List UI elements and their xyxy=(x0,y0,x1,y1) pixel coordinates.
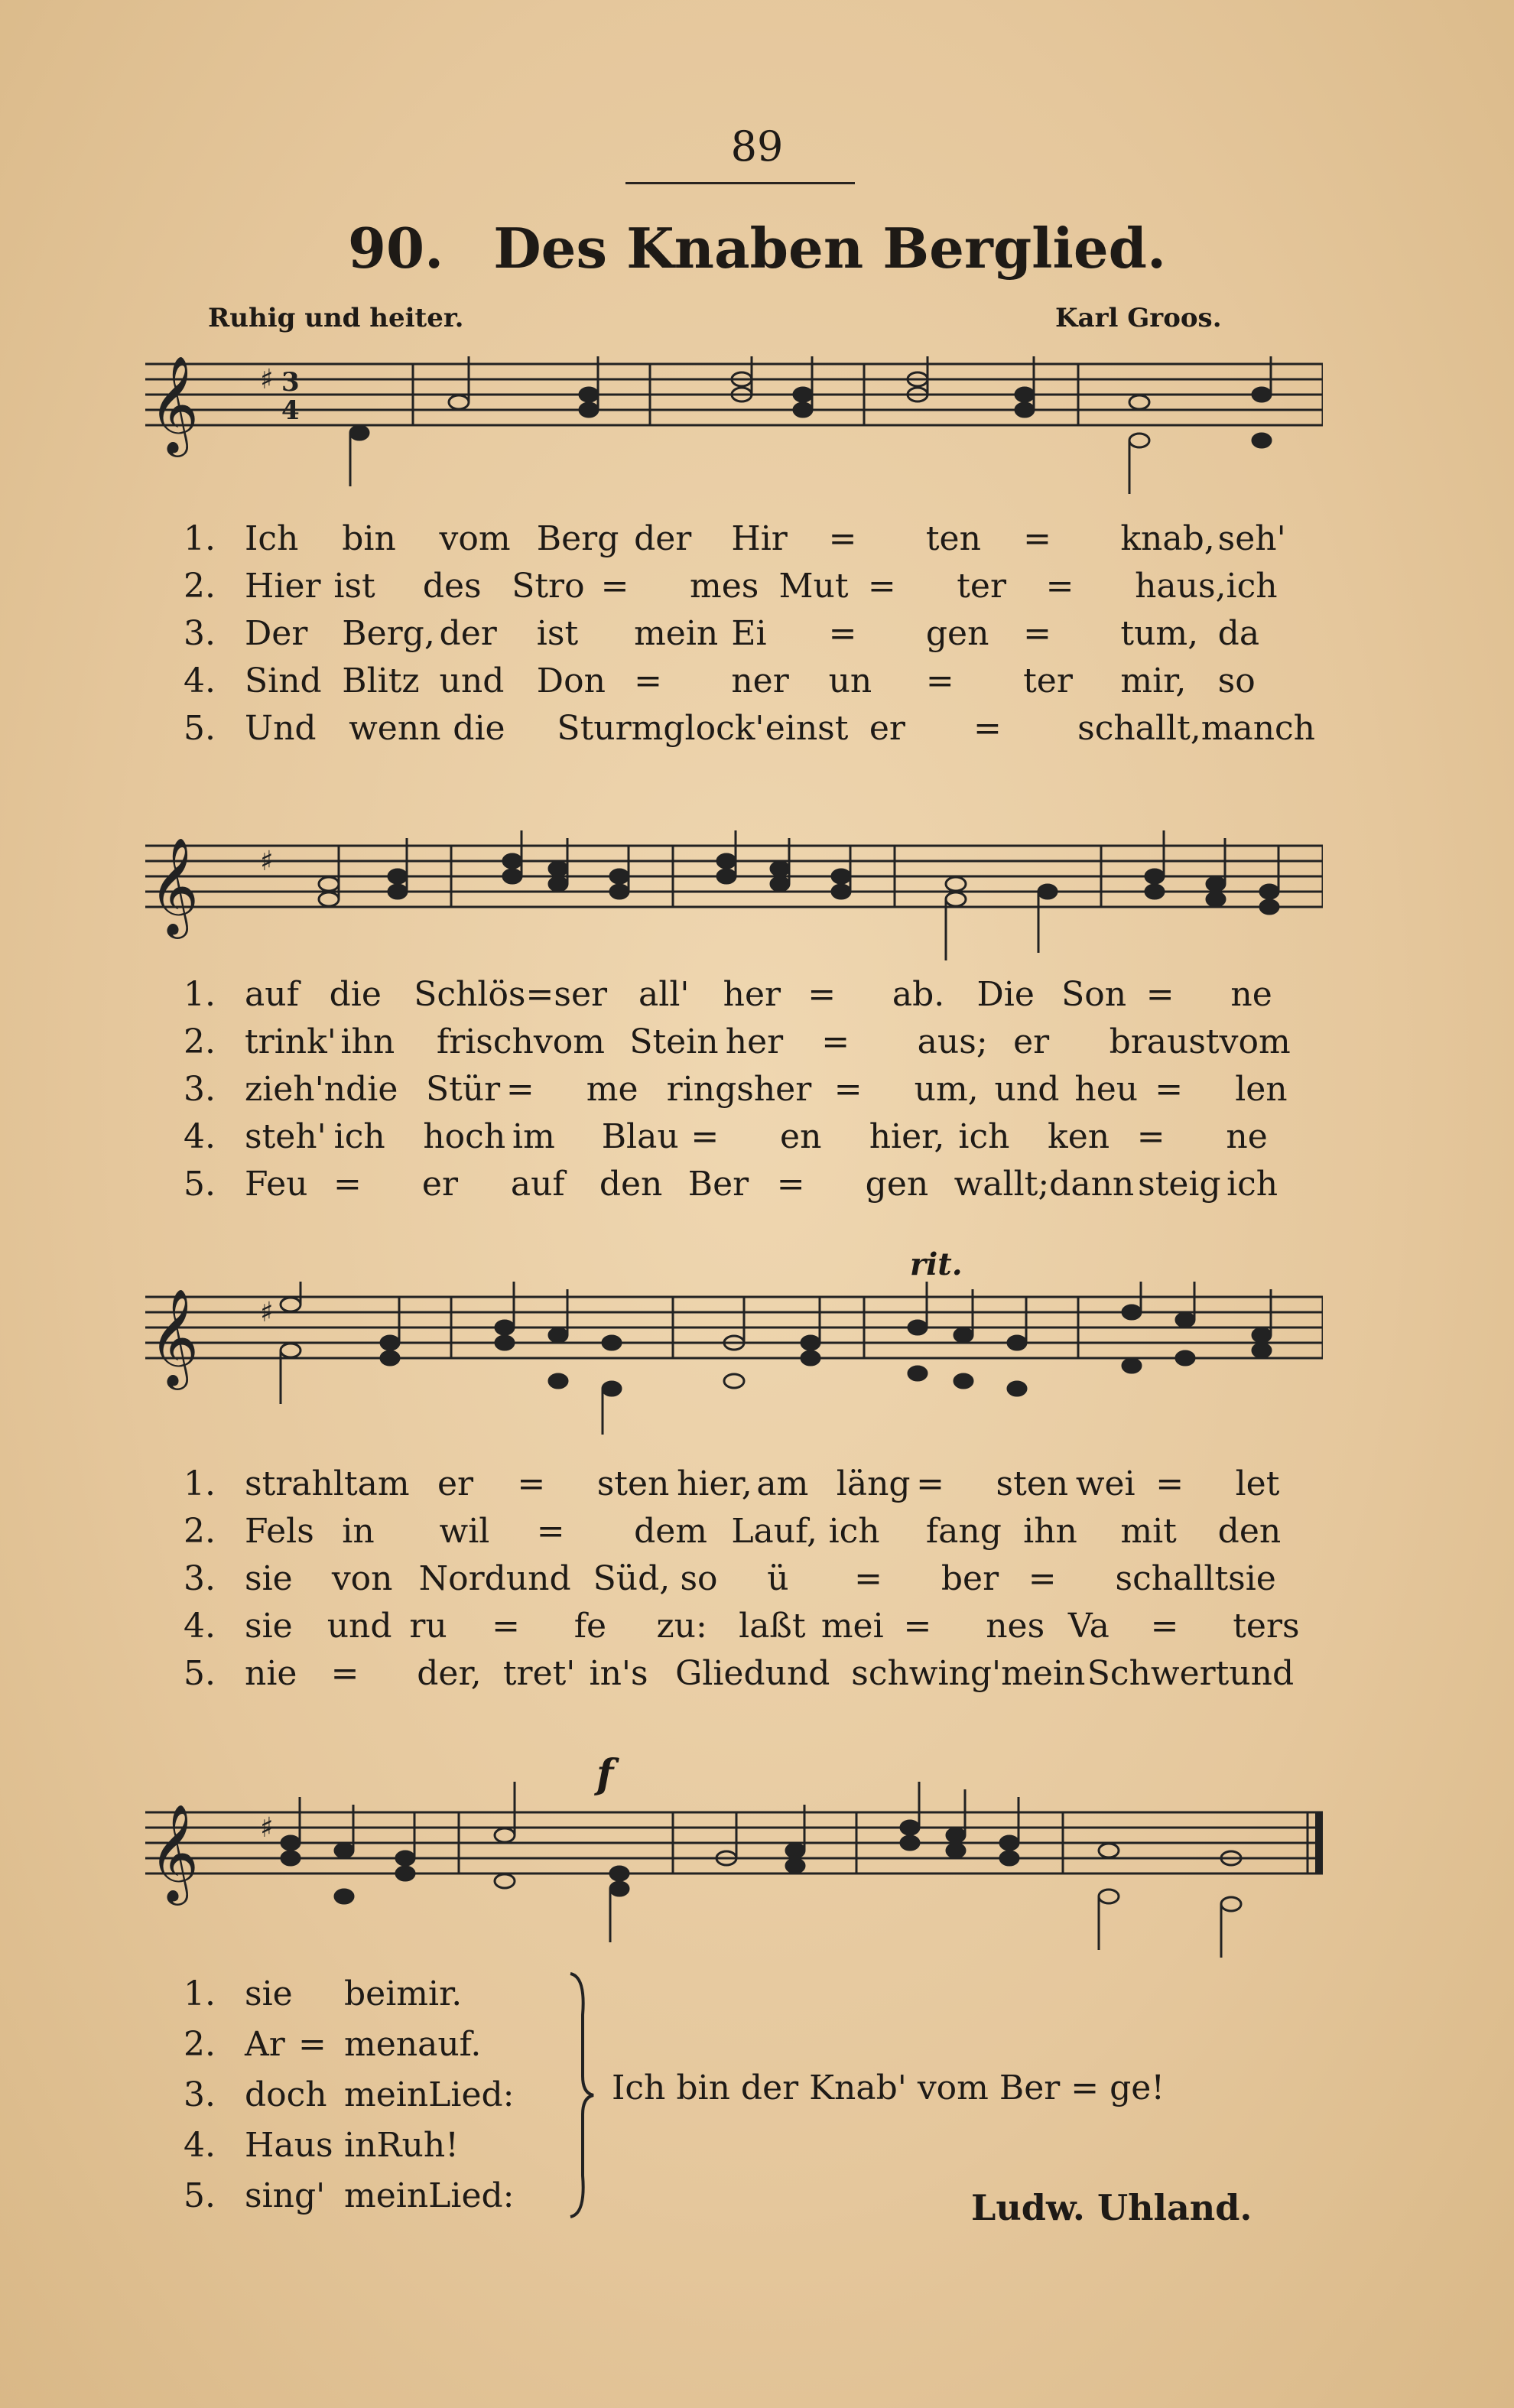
lyric-syllable: 5. xyxy=(184,709,216,748)
lyric-syllable: tret' xyxy=(502,1654,576,1693)
final-syllable: men xyxy=(344,2025,418,2064)
lyric-syllable: heu xyxy=(1074,1070,1139,1109)
final-syllable: Haus xyxy=(245,2126,333,2165)
lyric-syllable: 2. xyxy=(184,1022,216,1061)
lyric-syllable: = xyxy=(1136,1117,1165,1156)
lyric-syllable: am xyxy=(756,1464,809,1503)
lyric-syllable: schallt xyxy=(1115,1559,1229,1598)
lyric-syllable: bin xyxy=(342,519,396,558)
lyric-syllable: ist xyxy=(536,614,579,653)
verse-line xyxy=(184,1555,1315,1603)
verse-line xyxy=(184,515,1315,563)
lyric-syllable: mit xyxy=(1120,1512,1177,1551)
final-line xyxy=(184,2020,515,2070)
lyric-syllable: mein xyxy=(1001,1654,1086,1693)
song-number: 90. xyxy=(347,216,444,281)
lyric-syllable: hier, xyxy=(869,1117,945,1156)
verse-line xyxy=(184,705,1315,752)
lyric-syllable: mei xyxy=(820,1607,884,1646)
lyric-syllable: 3. xyxy=(184,614,216,653)
lyric-syllable: = xyxy=(776,1165,805,1204)
lyric-syllable: Und xyxy=(245,709,317,748)
lyric-syllable: wil xyxy=(439,1512,490,1551)
lyric-syllable: ü xyxy=(767,1559,789,1598)
final-syllable: 5. xyxy=(184,2176,216,2215)
lyric-syllable: am xyxy=(357,1464,410,1503)
lyric-syllable: so xyxy=(1217,661,1256,700)
lyric-syllable: = xyxy=(916,1464,945,1503)
lyric-syllable: Ei xyxy=(731,614,767,653)
lyric-syllable: zieh'n xyxy=(245,1070,346,1109)
verse-line xyxy=(184,658,1315,705)
verse-line xyxy=(184,1650,1315,1698)
lyric-syllable: let xyxy=(1235,1464,1280,1503)
lyric-syllable: Sind xyxy=(245,661,322,700)
svg-text:♯: ♯ xyxy=(260,364,274,395)
staff-4-notation xyxy=(145,1782,1323,1965)
final-syllable: in xyxy=(344,2126,377,2165)
final-syllable: 2. xyxy=(184,2025,216,2064)
lyric-syllable: un xyxy=(828,661,872,700)
svg-text:𝄞: 𝄞 xyxy=(149,1288,200,1386)
lyric-syllable: er xyxy=(421,1165,458,1204)
lyric-syllable: ber xyxy=(941,1559,999,1598)
lyrics-block-2 xyxy=(184,971,1315,1208)
lyric-syllable: = xyxy=(925,661,954,700)
verse-line xyxy=(184,1161,1315,1208)
lyric-syllable: vom xyxy=(533,1022,605,1061)
lyric-syllable: und xyxy=(505,1559,571,1598)
final-syllable: auf. xyxy=(417,2025,482,2064)
final-syllable: mein xyxy=(344,2075,429,2114)
lyric-syllable: die xyxy=(453,709,505,748)
lyric-syllable: vom xyxy=(439,519,511,558)
lyric-syllable: Hir xyxy=(731,519,788,558)
lyric-syllable: ne xyxy=(1230,975,1272,1014)
lyric-syllable: auf xyxy=(510,1165,565,1204)
lyric-syllable: einst xyxy=(765,709,849,748)
music-staff-4 xyxy=(145,1782,1323,1904)
lyric-syllable: ich xyxy=(1226,567,1278,606)
lyric-syllable: der xyxy=(634,519,692,558)
staff-2-notation xyxy=(145,830,1323,983)
lyric-syllable: ihn xyxy=(340,1022,395,1061)
song-title-text: Des Knaben Berglied. xyxy=(493,216,1167,281)
lyric-syllable: = xyxy=(333,1165,362,1204)
lyric-syllable: wei xyxy=(1075,1464,1136,1503)
lyric-syllable: steig xyxy=(1138,1165,1221,1204)
lyric-syllable: ner xyxy=(731,661,789,700)
lyric-syllable: = xyxy=(807,975,837,1014)
lyric-syllable: Don xyxy=(536,661,606,700)
lyrics-block-1 xyxy=(184,515,1315,752)
lyric-syllable: sie xyxy=(245,1607,293,1646)
lyric-syllable: = xyxy=(1023,614,1051,653)
lyric-syllable: = xyxy=(1155,1464,1184,1503)
verse-line xyxy=(184,563,1315,610)
verse-line xyxy=(184,1461,1315,1508)
lyric-syllable: rings xyxy=(666,1070,754,1109)
lyric-syllable: ter xyxy=(957,567,1007,606)
lyric-syllable: ne xyxy=(1226,1117,1268,1156)
lyric-syllable: 4. xyxy=(184,1117,216,1156)
final-syllable: sing' xyxy=(245,2176,326,2215)
lyric-syllable: = xyxy=(833,1070,863,1109)
lyric-syllable: Stür xyxy=(425,1070,501,1109)
lyric-syllable: da xyxy=(1217,614,1260,653)
lyric-syllable: ken xyxy=(1048,1117,1110,1156)
lyric-syllable: Nord xyxy=(418,1559,506,1598)
final-syllable: Lied: xyxy=(428,2176,515,2215)
lyric-syllable: her xyxy=(723,975,781,1014)
lyric-syllable: strahlt xyxy=(245,1464,358,1503)
lyric-syllable: er xyxy=(869,709,905,748)
lyric-syllable: Der xyxy=(245,614,308,653)
refrain: Ich bin der Knab' vom Ber = ge! xyxy=(612,2068,1165,2107)
verse-line xyxy=(184,1019,1315,1066)
lyric-syllable: Schlös= xyxy=(414,975,554,1014)
lyric-syllable: steh' xyxy=(245,1117,327,1156)
final-syllable: 1. xyxy=(184,1974,216,2013)
lyrics-block-3 xyxy=(184,1461,1315,1698)
lyric-syllable: Feu xyxy=(245,1165,308,1204)
lyric-syllable: = xyxy=(828,519,857,558)
lyric-syllable: Ber xyxy=(687,1165,749,1204)
lyric-syllable: Stein xyxy=(629,1022,719,1061)
lyric-syllable: trink' xyxy=(245,1022,336,1061)
lyric-syllable: 5. xyxy=(184,1654,216,1693)
lyric-syllable: = xyxy=(903,1607,932,1646)
final-syllable: sie xyxy=(245,1974,293,2013)
lyric-syllable: aus; xyxy=(917,1022,988,1061)
lyric-syllable: ich xyxy=(333,1117,385,1156)
page-number-rule xyxy=(625,182,855,184)
final-syllable: bei xyxy=(344,1974,397,2013)
lyric-syllable: läng xyxy=(836,1464,911,1503)
staff-3-notation xyxy=(145,1282,1323,1442)
lyric-syllable: hoch xyxy=(423,1117,506,1156)
lyric-syllable: = xyxy=(867,567,896,606)
verse-line xyxy=(184,1603,1315,1650)
final-syllable: Ar xyxy=(245,2025,285,2064)
lyric-syllable: ter xyxy=(1023,661,1073,700)
svg-text:4: 4 xyxy=(281,395,300,426)
lyric-syllable: ru xyxy=(409,1607,447,1646)
lyric-syllable: sten xyxy=(996,1464,1069,1503)
lyric-syllable: sie xyxy=(1228,1559,1276,1598)
lyric-syllable: en xyxy=(780,1117,822,1156)
lyric-syllable: schwing' xyxy=(851,1654,1002,1693)
verse-line xyxy=(184,971,1315,1019)
lyric-syllable: sten xyxy=(596,1464,670,1503)
lyric-syllable: 3. xyxy=(184,1559,216,1598)
lyric-syllable: = xyxy=(536,1512,565,1551)
lyric-syllable: Schwert xyxy=(1087,1654,1230,1693)
lyric-syllable: 5. xyxy=(184,1165,216,1204)
lyric-syllable: Lauf, xyxy=(731,1512,817,1551)
lyric-syllable: gen xyxy=(925,614,989,653)
final-syllable: Ruh! xyxy=(376,2126,459,2165)
lyric-syllable: 1. xyxy=(184,519,216,558)
final-syllable: mein xyxy=(344,2176,429,2215)
page-number: 89 xyxy=(730,122,784,171)
lyric-syllable: Hier xyxy=(245,567,321,606)
lyric-syllable: in's xyxy=(589,1654,648,1693)
lyric-syllable: zu: xyxy=(656,1607,707,1646)
lyric-syllable: = xyxy=(1028,1559,1057,1598)
lyric-syllable: = xyxy=(492,1607,520,1646)
lyric-syllable: manch xyxy=(1200,709,1316,748)
lyric-syllable: = xyxy=(1023,519,1051,558)
lyric-syllable: = xyxy=(634,661,662,700)
lyric-syllable: fe xyxy=(573,1607,607,1646)
staff-1-notation xyxy=(145,356,1323,509)
lyric-syllable: Süd, xyxy=(593,1559,671,1598)
lyric-syllable: Blau xyxy=(601,1117,679,1156)
svg-text:♯: ♯ xyxy=(260,846,274,877)
lyric-syllable: = xyxy=(690,1117,720,1156)
lyric-syllable: = xyxy=(1145,975,1174,1014)
lyric-syllable: = xyxy=(517,1464,546,1503)
song-title xyxy=(0,216,1514,281)
lyric-syllable: fang xyxy=(925,1512,1002,1551)
lyric-syllable: mes xyxy=(690,567,759,606)
lyric-syllable: auf xyxy=(245,975,299,1014)
lyric-syllable: = xyxy=(600,567,629,606)
final-line xyxy=(184,2171,515,2221)
lyric-syllable: Blitz xyxy=(342,661,420,700)
lyric-syllable: dann xyxy=(1049,1165,1135,1204)
lyric-syllable: wenn xyxy=(349,709,441,748)
final-line xyxy=(184,1969,515,2020)
lyric-syllable: den xyxy=(1217,1512,1282,1551)
lyric-syllable: all' xyxy=(638,975,690,1014)
lyric-syllable: mein xyxy=(634,614,719,653)
lyric-syllable: = xyxy=(1150,1607,1179,1646)
lyric-syllable: ten xyxy=(925,519,981,558)
ritardando-marking: rit. xyxy=(910,1246,963,1282)
lyric-syllable: Va xyxy=(1067,1607,1110,1646)
svg-text:3: 3 xyxy=(281,367,300,398)
lyric-syllable: und xyxy=(439,661,505,700)
svg-text:𝄞: 𝄞 xyxy=(149,837,200,934)
lyric-syllable: nie xyxy=(245,1654,297,1693)
lyric-syllable: ab. xyxy=(892,975,945,1014)
lyric-syllable: Son xyxy=(1061,975,1127,1014)
lyric-syllable: len xyxy=(1235,1070,1288,1109)
lyric-syllable: und xyxy=(765,1654,830,1693)
lyric-syllable: des xyxy=(422,567,482,606)
final-verses xyxy=(184,1969,1330,2221)
final-syllable: = xyxy=(298,2025,327,2064)
lyric-syllable: und xyxy=(327,1607,392,1646)
final-line xyxy=(184,2070,515,2120)
lyric-syllable: Berg, xyxy=(342,614,435,653)
lyric-syllable: ihn xyxy=(1023,1512,1077,1551)
lyric-syllable: 4. xyxy=(184,661,216,700)
lyric-syllable: me xyxy=(586,1070,638,1109)
lyric-syllable: 4. xyxy=(184,1607,216,1646)
lyric-syllable: der, xyxy=(417,1654,482,1693)
music-staff-1 xyxy=(145,356,1323,479)
lyric-syllable: her xyxy=(725,1022,784,1061)
verse-line xyxy=(184,1113,1315,1161)
svg-text:𝄞: 𝄞 xyxy=(149,356,200,453)
lyric-syllable: vom xyxy=(1219,1022,1291,1061)
lyric-syllable: seh' xyxy=(1217,519,1286,558)
tempo-marking: Ruhig und heiter. xyxy=(208,303,464,333)
lyric-syllable: ich xyxy=(828,1512,880,1551)
lyric-syllable: frisch xyxy=(436,1022,534,1061)
svg-text:𝄞: 𝄞 xyxy=(149,1803,200,1901)
final-lines xyxy=(184,1969,515,2221)
lyric-syllable: 1. xyxy=(184,1464,216,1503)
lyric-syllable: mir, xyxy=(1120,661,1187,700)
lyric-syllable: = xyxy=(821,1022,850,1061)
final-syllable: 4. xyxy=(184,2126,216,2165)
lyric-syllable: Stro xyxy=(512,567,585,606)
lyric-syllable: = xyxy=(1045,567,1074,606)
lyric-syllable: in xyxy=(342,1512,375,1551)
lyric-syllable: so xyxy=(680,1559,718,1598)
lyric-syllable: 1. xyxy=(184,975,216,1014)
lyric-syllable: = xyxy=(854,1559,882,1598)
verse-line xyxy=(184,1508,1315,1555)
lyric-syllable: im xyxy=(512,1117,555,1156)
lyric-syllable: Die xyxy=(976,975,1035,1014)
music-staff-3 xyxy=(145,1282,1323,1404)
lyric-syllable: ich xyxy=(958,1117,1010,1156)
lyric-syllable: = xyxy=(828,614,857,653)
forte-marking: f xyxy=(596,1751,614,1798)
lyric-syllable: ich xyxy=(1226,1165,1278,1204)
lyric-syllable: laßt xyxy=(739,1607,806,1646)
lyric-syllable: nes xyxy=(986,1607,1045,1646)
author: Ludw. Uhland. xyxy=(971,2187,1252,2228)
lyric-syllable: 2. xyxy=(184,567,216,606)
composer: Karl Groos. xyxy=(1055,303,1222,333)
final-syllable: Lied: xyxy=(428,2075,515,2114)
lyric-syllable: 3. xyxy=(184,1070,216,1109)
svg-text:♯: ♯ xyxy=(260,1297,274,1328)
lyric-syllable: und xyxy=(994,1070,1060,1109)
lyric-syllable: tum, xyxy=(1120,614,1199,653)
lyric-syllable: hier, xyxy=(677,1464,752,1503)
lyric-syllable: Ich xyxy=(245,519,299,558)
lyric-syllable: den xyxy=(599,1165,663,1204)
lyric-syllable: 2. xyxy=(184,1512,216,1551)
lyric-syllable: um, xyxy=(914,1070,979,1109)
brace xyxy=(566,1969,596,2221)
lyric-syllable: knab, xyxy=(1120,519,1215,558)
lyric-syllable: gen xyxy=(865,1165,929,1204)
verse-line xyxy=(184,610,1315,658)
lyric-syllable: der xyxy=(439,614,497,653)
lyric-syllable: er xyxy=(1013,1022,1050,1061)
lyric-syllable: die xyxy=(346,1070,398,1109)
lyric-syllable: Mut xyxy=(778,567,849,606)
lyric-syllable: = xyxy=(973,709,1002,748)
lyric-syllable: von xyxy=(331,1559,393,1598)
lyric-syllable: und xyxy=(1229,1654,1295,1693)
lyric-syllable: Fels xyxy=(245,1512,314,1551)
lyric-syllable: Glied xyxy=(675,1654,765,1693)
lyric-syllable: Sturmglock' xyxy=(557,709,765,748)
lyric-syllable: dem xyxy=(634,1512,707,1551)
lyric-syllable: = xyxy=(505,1070,534,1109)
lyric-syllable: ters xyxy=(1233,1607,1300,1646)
final-syllable: mir. xyxy=(396,1974,463,2013)
lyric-syllable: braust xyxy=(1109,1022,1220,1061)
lyric-syllable: = xyxy=(1155,1070,1184,1109)
lyric-syllable: die xyxy=(329,975,382,1014)
final-syllable: 3. xyxy=(184,2075,216,2114)
lyric-syllable: ist xyxy=(333,567,375,606)
lyric-syllable: her xyxy=(753,1070,812,1109)
music-staff-2 xyxy=(145,830,1323,953)
lyric-syllable: sie xyxy=(245,1559,293,1598)
final-line xyxy=(184,2120,515,2171)
svg-text:♯: ♯ xyxy=(260,1812,274,1844)
lyric-syllable: haus, xyxy=(1135,567,1226,606)
lyric-syllable: schallt, xyxy=(1077,709,1201,748)
verse-line xyxy=(184,1066,1315,1113)
lyric-syllable: = xyxy=(330,1654,359,1693)
lyric-syllable: Berg xyxy=(536,519,619,558)
lyric-syllable: er xyxy=(437,1464,474,1503)
lyric-syllable: ser xyxy=(554,975,608,1014)
lyric-syllable: wallt; xyxy=(954,1165,1050,1204)
final-syllable: doch xyxy=(245,2075,327,2114)
